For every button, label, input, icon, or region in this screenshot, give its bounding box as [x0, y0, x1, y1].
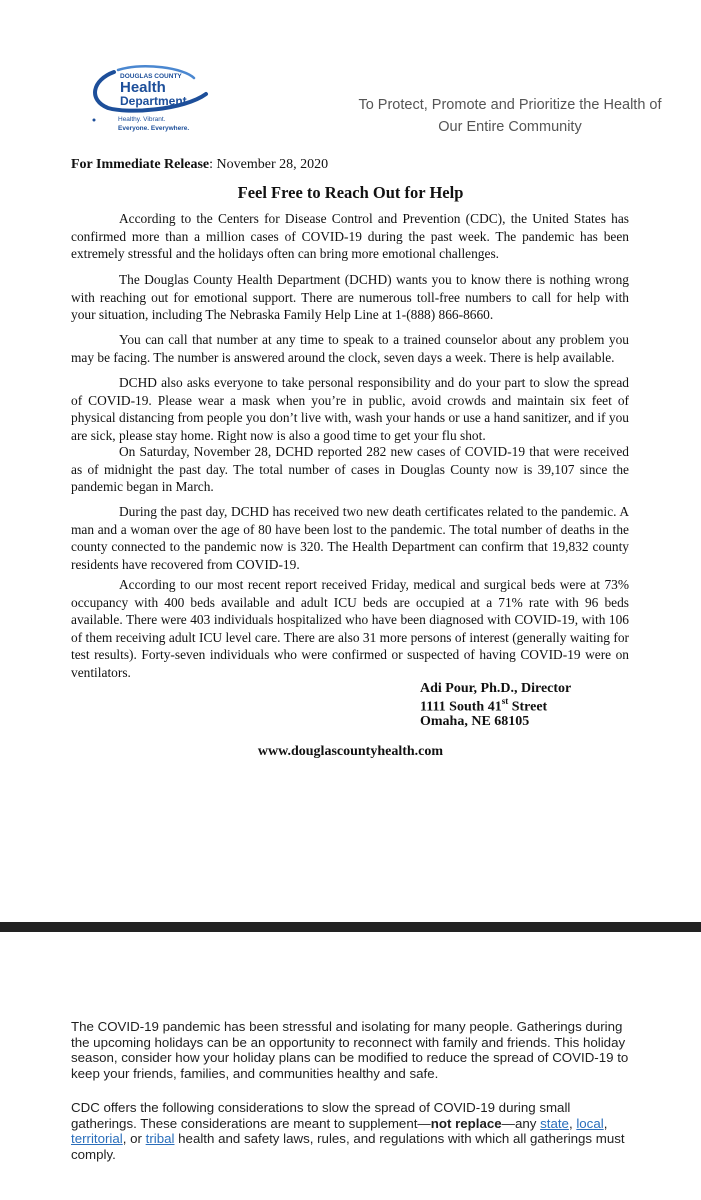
- cdc-text-start: CDC offers the following considerations to slow the spread of COVID-19 during small gatherings. These considerations are meant to supplement—: [71, 1100, 571, 1131]
- tagline-line2: Our Entire Community: [438, 119, 582, 135]
- press-release-title: Feel Free to Reach Out for Help: [237, 183, 464, 202]
- paragraph-hospital-beds: According to our most recent report received Friday, medical and surgical beds were at 73% occupancy with 400 beds available and adult ICU beds are occupied at a 71% rate with 96 beds available. There were 403 individuals hospitalized who have been diagnosed with COVID-19, with 106 of them receiving adult ICU level care. There are also 31 more persons of interest (generally waiting for test results). Forty-seven individuals who were confirmed or suspected of having COVID-19 were on ventilators.: [71, 577, 629, 680]
- tagline-line1: To Protect, Promote and Prioritize the Health of: [358, 97, 662, 113]
- logo-slogan1: Healthy. Vibrant.: [118, 116, 166, 123]
- website-url: www.douglascountyhealth.com: [257, 744, 444, 759]
- street-number: 1111 South 41: [420, 699, 502, 715]
- street-name: Street: [508, 699, 548, 715]
- paragraph-new-cases: On Saturday, November 28, DCHD reported 282 new cases of COVID-19 that were received as of midnight the past day. The total number of cases in Douglas County now is 39,107 since the pandemic began in March.: [71, 444, 629, 494]
- logo-slogan2: Everyone. Everywhere.: [118, 125, 190, 132]
- cdc-sep3: , or: [122, 1131, 146, 1146]
- release-label: For Immediate Release: [71, 157, 210, 172]
- paragraph-responsibility: DCHD also asks everyone to take personal responsibility and do your part to slow the spread of COVID-19. Please wear a mask when you’re in public, avoid crowds and maintain six feet of physical distancing from people you don’t live with, wash your hands or use a hand sanitizer, and if you are sick, please stay home. Right now is also a good time to get your flu shot.: [71, 375, 629, 443]
- cdc-sep1: ,: [568, 1115, 577, 1131]
- paragraph-emotional-support: The Douglas County Health Department (DCHD) wants you to know there is nothing wrong with reaching out for emotional support. There are numerous toll-free numbers to call for help with your situation, including The Nebraska Family Help Line at 1-(888) 866-8660.: [71, 272, 629, 322]
- territorial-link[interactable]: territorial: [71, 1131, 123, 1146]
- page-divider: [0, 922, 701, 932]
- cdc-text-bold: not replace: [430, 1115, 502, 1131]
- paragraph-cdc-cases: According to the Centers for Disease Control and Prevention (CDC), the United States has confirmed more than a million cases of COVID-19 during the past week. The pandemic has been extremely stressful and the holidays often can bring more emotional challenges.: [71, 211, 629, 261]
- cdc-paragraph-considerations: [71, 1100, 631, 1162]
- state-link[interactable]: state: [540, 1115, 569, 1131]
- logo-line2: Health: [120, 79, 166, 96]
- signature-name: Adi Pour, Ph.D., Director: [420, 681, 572, 696]
- paragraph-deaths: During the past day, DCHD has received two new death certificates related to the pandemic. A man and a woman over the age of 80 have been lost to the pandemic. The total number of deaths in the county connected to the pandemic now is 320. The Health Department can confirm that 19,832 county residents have recovered from COVID-19.: [71, 504, 629, 572]
- cdc-text-mid: —any: [501, 1115, 541, 1131]
- signature-street: [420, 697, 547, 716]
- cdc-text-end: health and safety laws, rules, and regulations with which all gatherings must comply.: [71, 1131, 625, 1162]
- tribal-link[interactable]: tribal: [145, 1131, 175, 1146]
- cdc-sep2: ,: [603, 1115, 608, 1131]
- signature-city: Omaha, NE 68105: [420, 714, 530, 729]
- logo-line3: Department: [120, 94, 187, 108]
- release-line: [71, 157, 328, 173]
- logo-line1: DOUGLAS COUNTY: [120, 73, 182, 80]
- cdc-paragraph-holidays: The COVID-19 pandemic has been stressful and isolating for many people. Gatherings during the upcoming holidays can be an opportunity to reconnect with family and friends. This holiday season, consider how your holiday plans can be modified to reduce the spread of COVID-19 to keep your friends, families, and communities healthy and safe.: [71, 1019, 629, 1081]
- paragraph-counselor: You can call that number at any time to speak to a trained counselor about any problem you may be facing. The number is answered around the clock, seven days a week. There is help available.: [71, 332, 629, 365]
- logo-dot-icon: [93, 119, 96, 122]
- street-ordinal: st: [501, 696, 509, 706]
- health-department-logo: [84, 64, 234, 136]
- local-link[interactable]: local: [576, 1115, 604, 1131]
- release-date: : November 28, 2020: [209, 157, 329, 172]
